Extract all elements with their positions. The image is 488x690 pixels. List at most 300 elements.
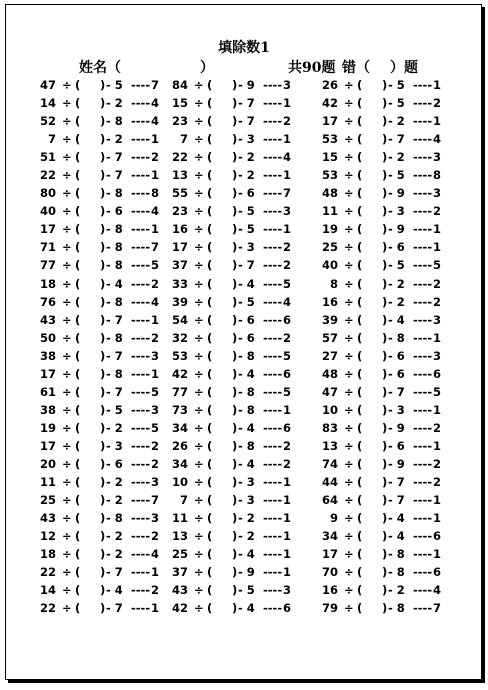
minus-sign: - 4 — [238, 547, 255, 562]
eq-dashes: ---- — [131, 78, 151, 92]
dividend: 61 — [39, 384, 56, 399]
minus-sign: - 2 — [388, 294, 405, 309]
minus-sign: - 8 — [388, 601, 405, 616]
result: 6 — [283, 366, 292, 381]
eq-dashes: ---- — [131, 276, 151, 291]
close-paren: ) — [100, 529, 106, 544]
result: 1 — [433, 330, 442, 345]
result: 2 — [151, 438, 160, 453]
problem-row — [0, 347, 488, 365]
result: 1 — [433, 402, 442, 417]
open-paren: ( — [207, 384, 213, 399]
minus-sign: - 8 — [106, 294, 123, 309]
dividend: 13 — [171, 529, 188, 544]
minus-sign: - 6 — [388, 438, 405, 453]
open-paren: ( — [207, 330, 213, 345]
eq-dashes: ---- — [131, 420, 151, 435]
dividend: 34 — [321, 529, 338, 544]
div-sign: ÷ — [344, 402, 354, 417]
eq-dashes: ---- — [131, 456, 151, 471]
minus-sign: - 2 — [106, 529, 123, 544]
result: 2 — [433, 420, 442, 435]
minus-sign: - 8 — [106, 240, 123, 255]
minus-sign: - 3 — [388, 204, 405, 219]
dividend: 17 — [39, 366, 56, 381]
problem-row — [0, 112, 488, 130]
dividend: 17 — [321, 547, 338, 562]
div-sign: ÷ — [194, 438, 204, 453]
close-paren: ) — [382, 493, 388, 508]
eq-dashes: ---- — [413, 78, 433, 92]
div-sign: ÷ — [194, 330, 204, 345]
close-paren: ) — [382, 96, 388, 111]
div-sign: ÷ — [344, 204, 354, 219]
result: 6 — [433, 529, 442, 544]
eq-dashes: ---- — [263, 384, 283, 399]
eq-dashes: ---- — [263, 204, 283, 219]
dividend: 48 — [321, 186, 338, 201]
minus-sign: - 6 — [106, 204, 123, 219]
minus-sign: - 6 — [238, 186, 255, 201]
open-paren: ( — [207, 240, 213, 255]
close-paren: ) — [232, 276, 238, 291]
close-paren: ) — [100, 547, 106, 562]
div-sign: ÷ — [62, 258, 72, 273]
worksheet-header — [0, 57, 488, 75]
minus-sign: - 7 — [106, 565, 123, 580]
div-sign: ÷ — [62, 601, 72, 616]
minus-sign: - 4 — [388, 312, 405, 327]
close-paren: ) — [232, 366, 238, 381]
open-paren: ( — [357, 438, 363, 453]
eq-dashes: ---- — [131, 132, 151, 147]
minus-sign: - 5 — [388, 168, 405, 183]
minus-sign: - 2 — [238, 511, 255, 526]
dividend: 8 — [329, 276, 338, 291]
result: 6 — [433, 366, 442, 381]
dividend: 19 — [39, 420, 56, 435]
close-paren: ) — [100, 475, 106, 490]
minus-sign: - 4 — [238, 456, 255, 471]
div-sign: ÷ — [194, 294, 204, 309]
open-paren: ( — [75, 132, 81, 147]
close-paren: ) — [382, 240, 388, 255]
open-paren: ( — [75, 511, 81, 526]
eq-dashes: ---- — [413, 132, 433, 147]
close-paren: ) — [100, 258, 106, 273]
div-sign: ÷ — [344, 348, 354, 363]
close-paren: ) — [232, 96, 238, 111]
result: 2 — [151, 330, 160, 345]
result: 1 — [283, 132, 292, 147]
div-sign: ÷ — [344, 114, 354, 129]
minus-sign: - 7 — [238, 114, 255, 129]
dividend: 50 — [39, 330, 56, 345]
close-paren: ) — [232, 114, 238, 129]
open-paren: ( — [207, 511, 213, 526]
problem-row — [0, 275, 488, 293]
result: 2 — [433, 456, 442, 471]
dividend: 42 — [321, 96, 338, 111]
close-paren: ) — [382, 384, 388, 399]
minus-sign: - 8 — [388, 330, 405, 345]
open-paren: ( — [207, 258, 213, 273]
div-sign: ÷ — [62, 96, 72, 111]
worksheet-title: 填除数1 — [218, 40, 270, 56]
eq-dashes: ---- — [413, 240, 433, 255]
result: 1 — [433, 114, 442, 129]
result: 1 — [151, 222, 160, 237]
dividend: 47 — [39, 78, 56, 92]
close-paren: ) — [382, 186, 388, 201]
minus-sign: - 6 — [388, 240, 405, 255]
problem-row — [0, 437, 488, 455]
close-paren: ) — [100, 601, 106, 616]
minus-sign: - 3 — [388, 402, 405, 417]
eq-dashes: ---- — [263, 132, 283, 147]
close-paren: ) — [382, 565, 388, 580]
dividend: 15 — [321, 150, 338, 165]
problem-row — [0, 419, 488, 437]
div-sign: ÷ — [194, 168, 204, 183]
close-paren: ) — [100, 204, 106, 219]
div-sign: ÷ — [344, 294, 354, 309]
close-paren: ) — [232, 258, 238, 273]
div-sign: ÷ — [194, 114, 204, 129]
close-paren: ) — [382, 114, 388, 129]
eq-dashes: ---- — [131, 114, 151, 129]
dividend: 26 — [321, 78, 338, 92]
minus-sign: - 8 — [106, 511, 123, 526]
minus-sign: - 9 — [388, 456, 405, 471]
minus-sign: - 2 — [106, 547, 123, 562]
div-sign: ÷ — [344, 240, 354, 255]
eq-dashes: ---- — [263, 276, 283, 291]
eq-dashes: ---- — [263, 294, 283, 309]
eq-dashes: ---- — [413, 312, 433, 327]
result: 7 — [151, 493, 160, 508]
close-paren: ) — [382, 601, 388, 616]
eq-dashes: ---- — [413, 222, 433, 237]
close-paren: ) — [100, 456, 106, 471]
result: 8 — [433, 168, 442, 183]
result: 5 — [433, 384, 442, 399]
result: 1 — [283, 565, 292, 580]
eq-dashes: ---- — [131, 258, 151, 273]
result: 1 — [151, 168, 160, 183]
eq-dashes: ---- — [413, 583, 433, 598]
div-sign: ÷ — [344, 150, 354, 165]
close-paren: ) — [382, 294, 388, 309]
close-paren: ) — [100, 132, 106, 147]
close-paren: ) — [232, 204, 238, 219]
close-paren: ) — [232, 240, 238, 255]
close-paren: ) — [232, 330, 238, 345]
close-paren: ) — [232, 547, 238, 562]
close-paren: ) — [382, 511, 388, 526]
problem-row — [0, 491, 488, 509]
eq-dashes: ---- — [263, 438, 283, 453]
minus-sign: - 3 — [238, 240, 255, 255]
open-paren: ( — [207, 150, 213, 165]
result: 3 — [151, 475, 160, 490]
dividend: 44 — [321, 475, 338, 490]
result: 3 — [283, 78, 292, 92]
dividend: 10 — [321, 402, 338, 417]
dividend: 22 — [39, 168, 56, 183]
minus-sign: - 7 — [238, 96, 255, 111]
dividend: 17 — [321, 114, 338, 129]
div-sign: ÷ — [62, 114, 72, 129]
minus-sign: - 4 — [106, 583, 123, 598]
result: 2 — [433, 475, 442, 490]
dividend: 7 — [47, 132, 56, 147]
result: 2 — [433, 204, 442, 219]
close-paren: ) — [100, 565, 106, 580]
div-sign: ÷ — [194, 565, 204, 580]
close-paren: ) — [100, 240, 106, 255]
eq-dashes: ---- — [131, 312, 151, 327]
div-sign: ÷ — [344, 186, 354, 201]
close-paren: ) — [382, 547, 388, 562]
close-paren: ) — [100, 330, 106, 345]
open-paren: ( — [207, 547, 213, 562]
close-paren: ) — [100, 420, 106, 435]
open-paren: ( — [357, 475, 363, 490]
eq-dashes: ---- — [413, 114, 433, 129]
open-paren: ( — [357, 312, 363, 327]
open-paren: ( — [207, 348, 213, 363]
minus-sign: - 7 — [388, 384, 405, 399]
div-sign: ÷ — [344, 583, 354, 598]
problem-row — [0, 599, 488, 617]
problem-row — [0, 238, 488, 256]
eq-dashes: ---- — [263, 565, 283, 580]
close-paren: ) — [100, 402, 106, 417]
open-paren: ( — [75, 475, 81, 490]
div-sign: ÷ — [62, 583, 72, 598]
open-paren: ( — [75, 150, 81, 165]
dividend: 13 — [171, 168, 188, 183]
dividend: 70 — [321, 565, 338, 580]
eq-dashes: ---- — [131, 168, 151, 183]
minus-sign: - 3 — [238, 132, 255, 147]
eq-dashes: ---- — [131, 583, 151, 598]
minus-sign: - 2 — [238, 529, 255, 544]
minus-sign: - 5 — [106, 78, 123, 92]
eq-dashes: ---- — [413, 475, 433, 490]
dividend: 10 — [171, 475, 188, 490]
open-paren: ( — [357, 168, 363, 183]
open-paren: ( — [357, 511, 363, 526]
div-sign: ÷ — [344, 78, 354, 92]
open-paren: ( — [357, 384, 363, 399]
open-paren: ( — [207, 132, 213, 147]
div-sign: ÷ — [62, 222, 72, 237]
open-paren: ( — [75, 547, 81, 562]
div-sign: ÷ — [344, 366, 354, 381]
dividend: 11 — [39, 475, 56, 490]
eq-dashes: ---- — [413, 402, 433, 417]
result: 1 — [433, 222, 442, 237]
div-sign: ÷ — [194, 475, 204, 490]
result: 3 — [283, 583, 292, 598]
result: 4 — [151, 547, 160, 562]
close-paren: ) — [100, 294, 106, 309]
minus-sign: - 6 — [388, 366, 405, 381]
problem-row — [0, 473, 488, 491]
div-sign: ÷ — [344, 96, 354, 111]
close-paren: ) — [232, 186, 238, 201]
eq-dashes: ---- — [263, 312, 283, 327]
eq-dashes: ---- — [413, 150, 433, 165]
eq-dashes: ---- — [131, 511, 151, 526]
minus-sign: - 8 — [388, 547, 405, 562]
div-sign: ÷ — [62, 132, 72, 147]
minus-sign: - 6 — [388, 348, 405, 363]
div-sign: ÷ — [62, 312, 72, 327]
close-paren: ) — [232, 348, 238, 363]
open-paren: ( — [207, 312, 213, 327]
close-paren: ) — [100, 96, 106, 111]
close-paren: ) — [232, 601, 238, 616]
div-sign: ÷ — [344, 565, 354, 580]
minus-sign: - 7 — [106, 601, 123, 616]
dividend: 12 — [39, 529, 56, 544]
dividend: 64 — [321, 493, 338, 508]
dividend: 18 — [39, 547, 56, 562]
div-sign: ÷ — [344, 529, 354, 544]
minus-sign: - 2 — [238, 168, 255, 183]
eq-dashes: ---- — [263, 78, 283, 92]
result: 2 — [283, 456, 292, 471]
close-paren: ) — [100, 438, 106, 453]
div-sign: ÷ — [344, 132, 354, 147]
close-paren: ) — [382, 402, 388, 417]
div-sign: ÷ — [194, 529, 204, 544]
eq-dashes: ---- — [131, 547, 151, 562]
dividend: 53 — [321, 168, 338, 183]
minus-sign: - 4 — [238, 420, 255, 435]
eq-dashes: ---- — [413, 348, 433, 363]
open-paren: ( — [207, 168, 213, 183]
div-sign: ÷ — [62, 168, 72, 183]
eq-dashes: ---- — [263, 420, 283, 435]
result: 3 — [433, 348, 442, 363]
div-sign: ÷ — [194, 493, 204, 508]
div-sign: ÷ — [194, 583, 204, 598]
eq-dashes: ---- — [413, 493, 433, 508]
dividend: 20 — [39, 456, 56, 471]
minus-sign: - 8 — [238, 348, 255, 363]
result: 4 — [151, 96, 160, 111]
dividend: 14 — [39, 96, 56, 111]
open-paren: ( — [207, 475, 213, 490]
problem-row — [0, 220, 488, 238]
open-paren: ( — [207, 438, 213, 453]
minus-sign: - 7 — [106, 312, 123, 327]
result: 4 — [433, 132, 442, 147]
dividend: 34 — [171, 420, 188, 435]
minus-sign: - 5 — [238, 204, 255, 219]
open-paren: ( — [357, 294, 363, 309]
div-sign: ÷ — [194, 420, 204, 435]
open-paren: ( — [207, 402, 213, 417]
dividend: 22 — [39, 601, 56, 616]
close-paren: ) — [100, 384, 106, 399]
dividend: 80 — [39, 186, 56, 201]
open-paren: ( — [207, 96, 213, 111]
problem-row — [0, 130, 488, 148]
close-paren: ) — [232, 565, 238, 580]
close-paren: ) — [382, 168, 388, 183]
result: 5 — [433, 258, 442, 273]
div-sign: ÷ — [194, 186, 204, 201]
dividend: 43 — [171, 583, 188, 598]
minus-sign: - 8 — [238, 384, 255, 399]
minus-sign: - 2 — [106, 475, 123, 490]
open-paren: ( — [75, 402, 81, 417]
eq-dashes: ---- — [263, 96, 283, 111]
dividend: 17 — [39, 438, 56, 453]
dividend: 77 — [39, 258, 56, 273]
close-paren: ) — [100, 583, 106, 598]
eq-dashes: ---- — [263, 493, 283, 508]
open-paren: ( — [207, 276, 213, 291]
div-sign: ÷ — [194, 456, 204, 471]
div-sign: ÷ — [62, 438, 72, 453]
open-paren: ( — [75, 529, 81, 544]
open-paren: ( — [207, 456, 213, 471]
dividend: 54 — [171, 312, 188, 327]
dividend: 23 — [171, 114, 188, 129]
result: 1 — [151, 601, 160, 616]
open-paren: ( — [207, 204, 213, 219]
close-paren: ) — [232, 150, 238, 165]
dividend: 38 — [39, 402, 56, 417]
result: 1 — [433, 240, 442, 255]
eq-dashes: ---- — [131, 240, 151, 255]
result: 5 — [283, 348, 292, 363]
minus-sign: - 4 — [106, 276, 123, 291]
open-paren: ( — [207, 529, 213, 544]
minus-sign: - 4 — [238, 601, 255, 616]
problem-row — [0, 166, 488, 184]
problem-row — [0, 545, 488, 563]
close-paren: ) — [382, 583, 388, 598]
eq-dashes: ---- — [413, 168, 433, 183]
eq-dashes: ---- — [131, 348, 151, 363]
dividend: 39 — [321, 312, 338, 327]
dividend: 9 — [329, 511, 338, 526]
eq-dashes: ---- — [131, 565, 151, 580]
result: 2 — [433, 96, 442, 111]
eq-dashes: ---- — [131, 222, 151, 237]
close-paren: ) — [382, 348, 388, 363]
minus-sign: - 9 — [238, 565, 255, 580]
div-sign: ÷ — [344, 312, 354, 327]
close-paren: ) — [232, 420, 238, 435]
dividend: 7 — [179, 493, 188, 508]
minus-sign: - 2 — [238, 150, 255, 165]
eq-dashes: ---- — [413, 601, 433, 616]
minus-sign: - 7 — [388, 493, 405, 508]
div-sign: ÷ — [344, 276, 354, 291]
div-sign: ÷ — [344, 168, 354, 183]
minus-sign: - 7 — [388, 475, 405, 490]
minus-sign: - 9 — [388, 222, 405, 237]
eq-dashes: ---- — [131, 204, 151, 219]
